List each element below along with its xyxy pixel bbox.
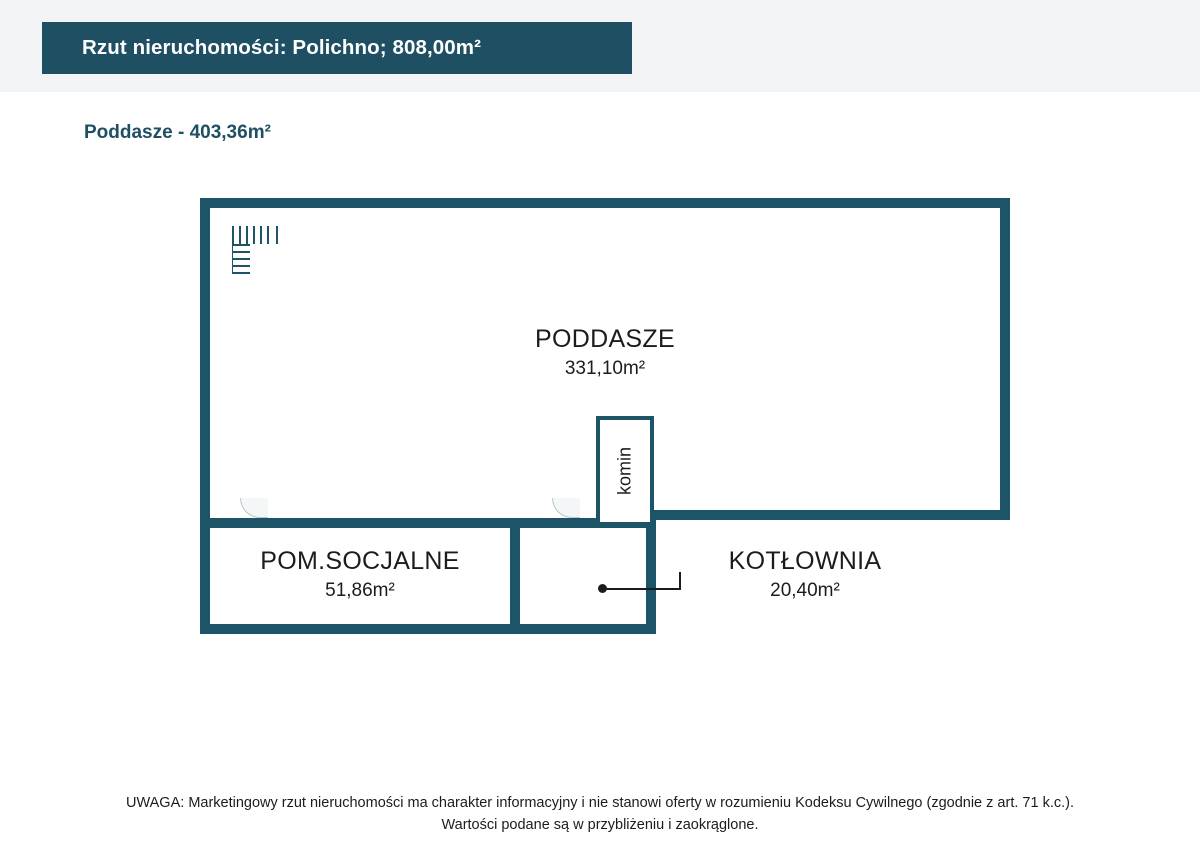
- page-title: Rzut nieruchomości: Polichno; 808,00m²: [82, 36, 482, 59]
- wall-divider-social: [510, 518, 520, 634]
- footer-note: [0, 792, 1200, 837]
- room-name: KOTŁOWNIA: [728, 547, 882, 575]
- wall-right-upper: [1000, 198, 1010, 520]
- stairs-icon: [216, 212, 262, 260]
- floor-plan: [200, 198, 1010, 634]
- room-label-pom-socjalne: [215, 546, 505, 603]
- footer-line-1: UWAGA: Marketingowy rzut nieruchomości ma charakter informacyjny i nie stanowi oferty w rozumieniu Kodeksu Cywilnego (zgodnie z art. 71 k.c.).: [126, 795, 1074, 811]
- wall-left-upper: [200, 198, 210, 528]
- floor-title: Poddasze - 403,36m²: [84, 122, 271, 143]
- room-name: POM.SOCJALNE: [260, 547, 460, 575]
- chimney-label: komin: [614, 447, 635, 496]
- title-badge: [42, 22, 632, 74]
- wall-left-lower: [200, 518, 210, 634]
- room-name: PODDASZE: [535, 325, 675, 353]
- room-area: 51,86m²: [325, 580, 395, 602]
- wall-top: [200, 198, 1010, 208]
- leader-line-up: [679, 572, 681, 589]
- wall-bottom-lower: [200, 624, 656, 634]
- room-area: 20,40m²: [770, 580, 840, 602]
- room-label-poddasze: [455, 324, 755, 381]
- door-social: [240, 498, 268, 518]
- wall-mid-horizontal: [200, 518, 652, 528]
- footer-line-2: Wartości podane są w przybliżeniu i zaokrąglone.: [441, 817, 759, 834]
- wall-right-lower: [646, 518, 656, 634]
- room-area: 331,10m²: [564, 358, 646, 380]
- wall-bottom-right-upper: [652, 510, 1010, 520]
- door-boiler: [552, 498, 580, 518]
- leader-line: [603, 588, 681, 590]
- room-label-kotlownia: [660, 546, 950, 603]
